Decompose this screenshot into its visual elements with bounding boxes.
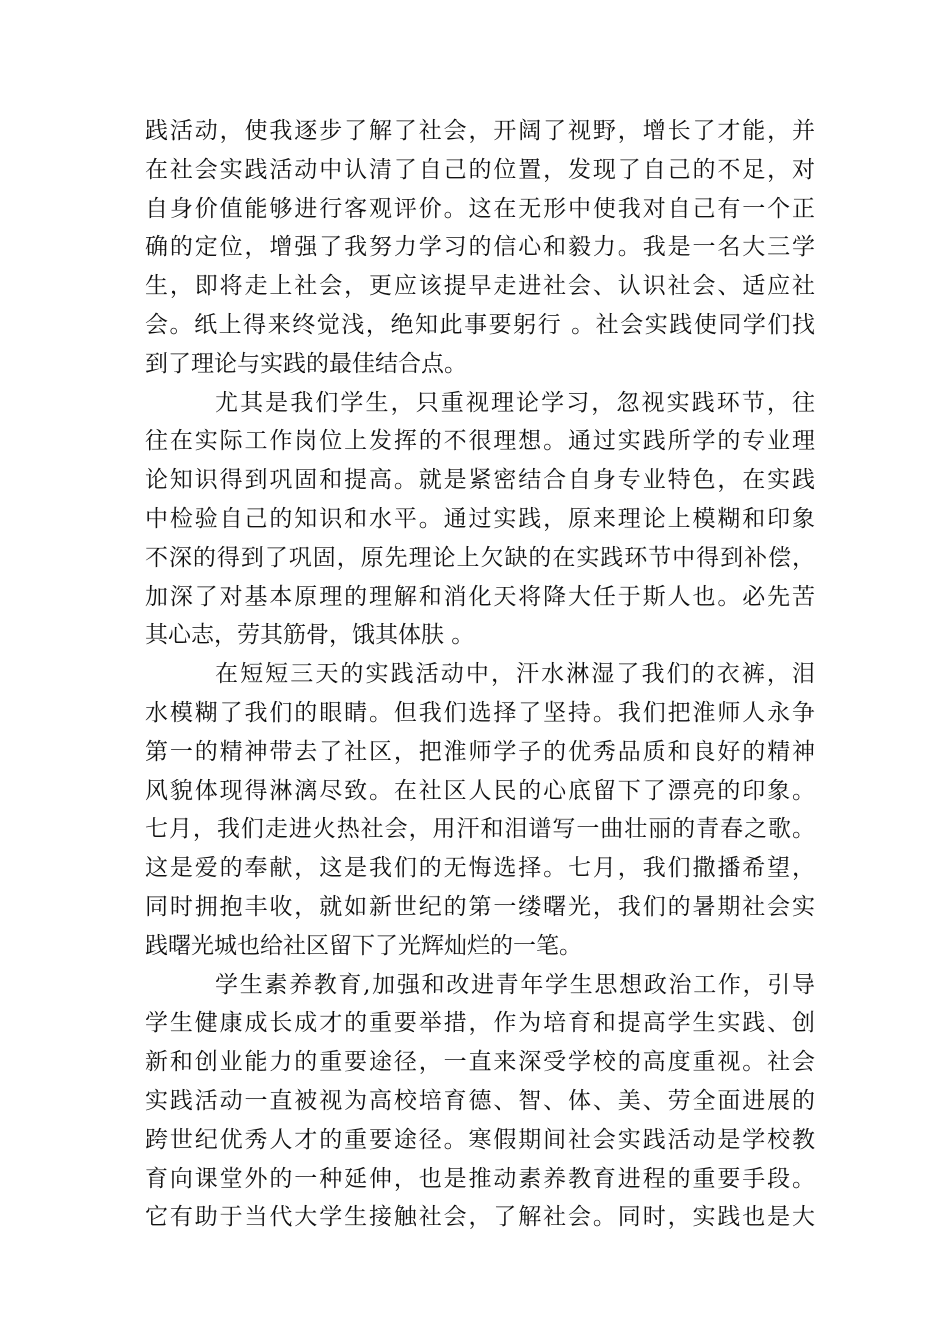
paragraph — [145, 966, 815, 1238]
text-line: 确的定位，增强了我努力学习的信心和毅力。我是一名大三学 — [145, 234, 815, 261]
text-line: 第一的精神带去了社区，把淮师学子的优秀品质和良好的精神 — [145, 738, 815, 765]
text-line: 七月，我们走进火热社会，用汗和泪谱写一曲壮丽的青春之歌。 — [145, 816, 815, 843]
paragraph — [145, 384, 815, 656]
text-line: 加深了对基本原理的理解和消化天将降大任于斯人也。必先苦 — [145, 583, 815, 610]
text-line: 践曙光城也给社区留下了光辉灿烂的一笔。 — [145, 932, 582, 959]
text-line: 实践活动一直被视为高校培育德、智、体、美、劳全面进展的 — [145, 1087, 815, 1114]
text-line: 它有助于当代大学生接触社会，了解社会。同时，实践也是大 — [145, 1204, 815, 1231]
text-line: 同时拥抱丰收，就如新世纪的第一缕曙光，我们的暑期社会实 — [145, 893, 815, 920]
paragraph — [145, 655, 815, 965]
text-line: 践活动，使我逐步了解了社会，开阔了视野，增长了才能，并 — [145, 118, 815, 144]
text-line: 往在实际工作岗位上发挥的不很理想。通过实践所学的专业理 — [145, 428, 815, 455]
text-line: 尤其是我们学生，只重视理论学习，忽视实践环节，往 — [215, 389, 815, 416]
text-line: 育向课堂外的一种延伸，也是推动素养教育进程的重要手段。 — [145, 1165, 815, 1192]
text-line: 跨世纪优秀人才的重要途径。寒假期间社会实践活动是学校教 — [145, 1126, 815, 1153]
text-line: 不深的得到了巩固，原先理论上欠缺的在实践环节中得到补偿， — [145, 544, 815, 571]
document-body — [145, 112, 815, 1237]
text-line: 到了理论与实践的最佳结合点。 — [145, 350, 467, 377]
text-line: 自身价值能够进行客观评价。这在无形中使我对自己有一个正 — [145, 195, 815, 222]
text-line: 水模糊了我们的眼睛。但我们选择了坚持。我们把淮师人永争 — [145, 699, 815, 726]
text-line: 学生素养教育,加强和改进青年学生思想政治工作，引导 — [215, 971, 815, 998]
text-line: 生，即将走上社会，更应该提早走进社会、认识社会、适应社 — [145, 273, 815, 300]
text-line: 这是爱的奉献，这是我们的无悔选择。七月，我们撒播希望， — [145, 855, 815, 882]
text-line: 学生健康成长成才的重要举措，作为培育和提高学生实践、创 — [145, 1010, 815, 1037]
text-line: 风貌体现得淋漓尽致。在社区人民的心底留下了漂亮的印象。 — [145, 777, 815, 804]
text-line: 在短短三天的实践活动中，汗水淋湿了我们的衣裤，泪 — [215, 661, 815, 688]
text-line: 论知识得到巩固和提高。就是紧密结合自身专业特色，在实践 — [145, 467, 815, 494]
document-page — [145, 112, 815, 1237]
paragraph — [145, 112, 815, 384]
text-line: 中检验自己的知识和水平。通过实践，原来理论上模糊和印象 — [145, 505, 815, 532]
text-line: 新和创业能力的重要途径，一直来深受学校的高度重视。社会 — [145, 1049, 815, 1076]
text-line: 会。纸上得来终觉浅，绝知此事要躬行 。社会实践使同学们找 — [145, 311, 815, 338]
text-line: 其心志，劳其筋骨，饿其体肤 。 — [145, 622, 475, 649]
text-line: 在社会实践活动中认清了自己的位置，发现了自己的不足，对 — [145, 156, 815, 183]
